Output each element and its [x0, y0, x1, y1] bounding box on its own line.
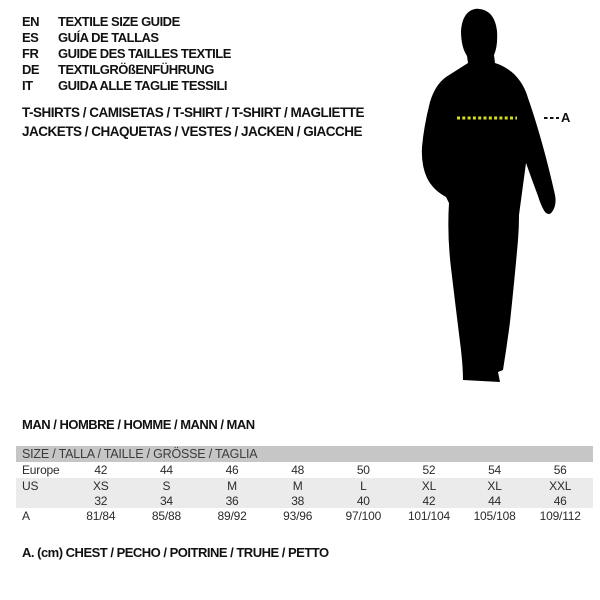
size-cell: 50: [356, 463, 370, 477]
size-cell: 46: [553, 493, 567, 508]
size-table-header: SIZE / TALLA / TAILLE / GRÖSSE / TAGLIA: [16, 446, 593, 462]
language-row: [22, 62, 231, 78]
measure-label-a: A: [561, 110, 571, 125]
language-code: ES: [22, 30, 39, 45]
language-title: TEXTILE SIZE GUIDE: [58, 14, 180, 29]
size-cell: 97/100: [345, 509, 382, 523]
man-figure: [415, 0, 580, 395]
size-cell: 44: [488, 493, 502, 508]
size-cell: XS: [93, 478, 109, 493]
language-row: [22, 46, 231, 62]
size-cell: XXL: [549, 478, 572, 493]
section-title-man: MAN / HOMBRE / HOMME / MANN / MAN: [22, 417, 255, 432]
row-label: US: [22, 478, 39, 493]
size-cell: 44: [159, 463, 173, 477]
size-cell: 85/88: [151, 509, 181, 523]
language-row: [22, 14, 231, 30]
chest-measure-note: A. (cm) CHEST / PECHO / POITRINE / TRUHE / PETTO: [22, 545, 329, 560]
size-cell: XL: [421, 478, 437, 493]
language-code: EN: [22, 14, 40, 29]
language-title: GUIDA ALLE TAGLIE TESSILI: [58, 78, 228, 93]
size-cell: 89/92: [217, 509, 247, 523]
man-figure-svg: [415, 0, 580, 395]
size-cell: M: [227, 478, 237, 493]
table-row-europe: [16, 462, 593, 478]
size-cell: L: [360, 478, 367, 493]
table-row-chest: [16, 508, 593, 524]
size-cell: 42: [422, 493, 436, 508]
size-cell: 42: [94, 463, 108, 477]
size-table: [16, 446, 593, 524]
language-title: GUÍA DE TALLAS: [58, 30, 159, 45]
category-line-tshirts: T-SHIRTS / CAMISETAS / T-SHIRT / T-SHIRT / MAGLIETTE: [22, 105, 365, 120]
size-cell: 40: [356, 493, 370, 508]
size-cell: 46: [225, 463, 239, 477]
table-row-alt-sizes: [16, 493, 593, 508]
size-cell: 38: [291, 493, 305, 508]
language-code: DE: [22, 62, 40, 77]
size-cell: 52: [422, 463, 436, 477]
size-cell: 109/112: [539, 509, 581, 523]
size-cell: 32: [94, 493, 108, 508]
language-title: GUIDE DES TAILLES TEXTILE: [58, 46, 231, 61]
language-title: TEXTILGRÖßENFÜHRUNG: [58, 62, 214, 77]
language-code: FR: [22, 46, 39, 61]
row-label: A: [22, 509, 30, 523]
size-cell: 36: [225, 493, 239, 508]
language-code: IT: [22, 78, 33, 93]
size-cell: S: [162, 478, 171, 493]
language-list: [22, 14, 231, 94]
size-cell: 56: [553, 463, 567, 477]
size-cell: XL: [487, 478, 502, 493]
size-cell: 93/96: [283, 509, 313, 523]
man-silhouette: [422, 9, 556, 382]
garment-categories: [22, 103, 364, 141]
size-cell: 81/84: [86, 509, 116, 523]
table-row-us: [16, 478, 593, 493]
size-cell: 101/104: [407, 509, 450, 523]
language-row: [22, 78, 231, 94]
language-row: [22, 30, 231, 46]
size-cell: 48: [291, 463, 305, 477]
size-cell: M: [292, 478, 303, 493]
size-cell: 34: [159, 493, 173, 508]
row-label: Europe: [22, 463, 60, 477]
size-cell: 54: [488, 463, 502, 477]
size-cell: 105/108: [473, 509, 516, 523]
category-line-jackets: JACKETS / CHAQUETAS / VESTES / JACKEN / GIACCHE: [22, 124, 363, 139]
